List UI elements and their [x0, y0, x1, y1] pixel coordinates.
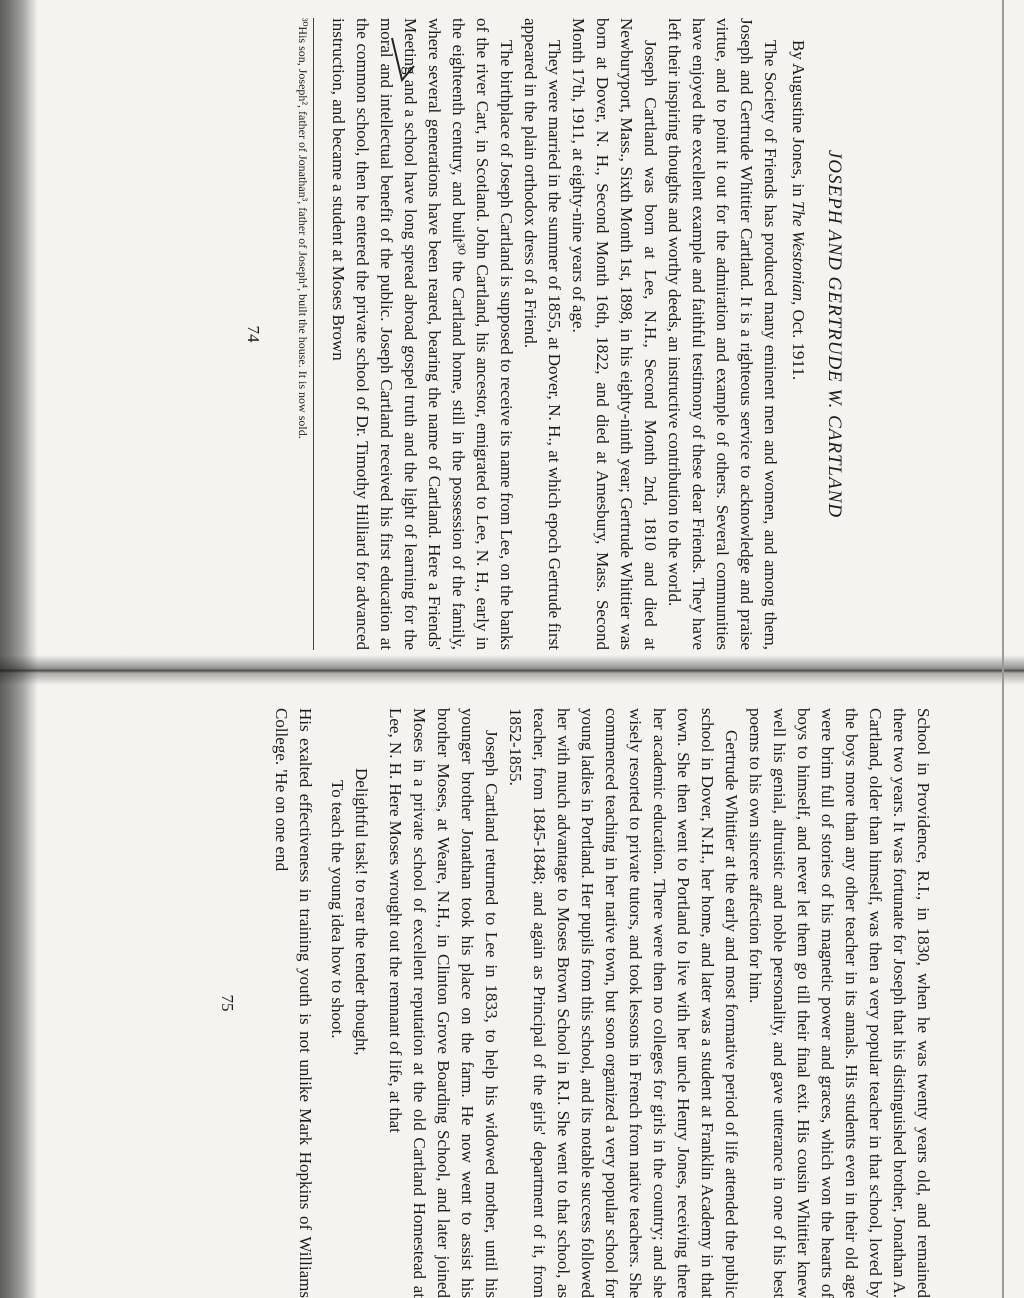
byline-date: Oct. 1911.	[789, 305, 808, 381]
page-number: 74	[244, 325, 263, 343]
page-fold	[0, 655, 1024, 685]
page-75	[75, 708, 935, 1298]
footnote: ³⁰His son, Joseph², father of Jonathan³, father of Joseph⁴, built the house. It is now sold.	[295, 18, 314, 650]
paragraph: The birthplace of Joseph Cartland is supposed to receive its name from Lee, on the banks of the river Cart, in Scotland. John Cartland, his ancestor, emigrated to Lee, N. H., early in the eighteenth century, and built³⁰ the Cartland home, still in the possession of the family, where several generations have been reared, bearing the name of Cartland. Here a Friends' Meeting and a school have long spread abroad gospel truth and the light of learning for the moral and intellectual benefit of the public. Joseph Cartland received his first education at the common school, then he entered the private school of Dr. Timothy Hilliard for advanced instruction, and became a student at Moses Brown	[329, 18, 516, 650]
paragraph: Joseph Cartland returned to Lee in 1833, to help his widowed mother, until his younger brother Jonathan took his place on the farm. He now went to assist his brother Moses, at Weare, N.H., in Clinton Grove Boarding School, and later joined Moses in a private school of excellent reputation at the old Cartland Homestead at Lee, N. H. Here Moses wrought out the remnant of life, at that	[386, 708, 501, 1298]
paper-edge	[1002, 0, 1004, 1298]
article-byline	[786, 40, 810, 650]
binding-shadow	[0, 0, 38, 1298]
byline-publication: The Westonian,	[789, 201, 808, 306]
page-74	[116, 18, 846, 650]
byline-prefix: By Augustine Jones, in	[789, 40, 808, 202]
poem-line: To teach the young idea how to shoot.	[328, 780, 347, 1039]
paragraph: School in Providence, R.I., in 1830, when he was twenty years old, and remained there two years. It was fortunate for Joseph that his distinguished brother, Jonathan A. Cartland, older than himself, was then a very popular teacher in that school, loved by the boys more than any other teacher in its annals. His students even in their old age were brim full of stories of his magnetic power and graces, which won the hearts of boys to himself, and never let them go till their final exit. His cousin Whittier knew well his genial, altruistic and noble personality, and gave utterance in one of his best poems to his own sincere affection for him.	[746, 708, 933, 1298]
paragraph: They were married in the summer of 1855, at Dover, N. H., at which epoch Gertrude first appeared in the plain orthodox dress of a Friend.	[521, 18, 564, 650]
page-number: 75	[218, 994, 237, 1012]
poem-quote	[325, 768, 373, 1298]
paragraph: His exalted effectiveness in training youth is not unlike Mark Hopkins of Williams College. 'He on one end	[272, 708, 315, 1298]
paragraph: Joseph Cartland was born at Lee, N.H., Second Month 2nd, 1810 and died at Newburyport, Mass., Sixth Month 1st, 1898, in his eighty-ninth year; Gertrude Whittier was born at Dover, N. H., Second Month 16th, 1822, and died at Amesbury, Mass. Second Month 17th, 1911, at eighty-nine years of age.	[569, 18, 660, 650]
paragraph: The Society of Friends has produced many eminent men and women, and among them, Joseph and Gertrude Whittier Cartland. It is a righteous service to acknowledge and praise virtue, and to point it out for the admiration and example of others. Several communities have enjoyed the excellent example and faithful testimony of these dear Friends. They have left their inspiring thoughts and worthy deeds, an instructive contribution to the world.	[665, 18, 780, 650]
paragraph: Gertrude Whittier at the early and most formative period of life attended the public school in Dover, N.H., her home, and later was a student at Franklin Academy in that town. She then went to Portland to live with her uncle Henry Jones, receiving there her academic education. There were then no colleges for girls in the country; and she wisely resorted to private tutors, and took lessons in French from native teachers. She commenced teaching in her native town, but soon organized a very popular school for young ladies in Portland. Her pupils from this school, and its notable success followed her with much advantage to Moses Brown School in R.I. She went to that school, as teacher, from 1845-1848; and again as Principal of the girls' department of it, from 1852-1855.	[506, 708, 741, 1298]
poem-line: Delightful task! to rear the tender thought,	[352, 768, 371, 1056]
article-title: JOSEPH AND GERTRUDE W. CARTLAND	[824, 149, 845, 519]
